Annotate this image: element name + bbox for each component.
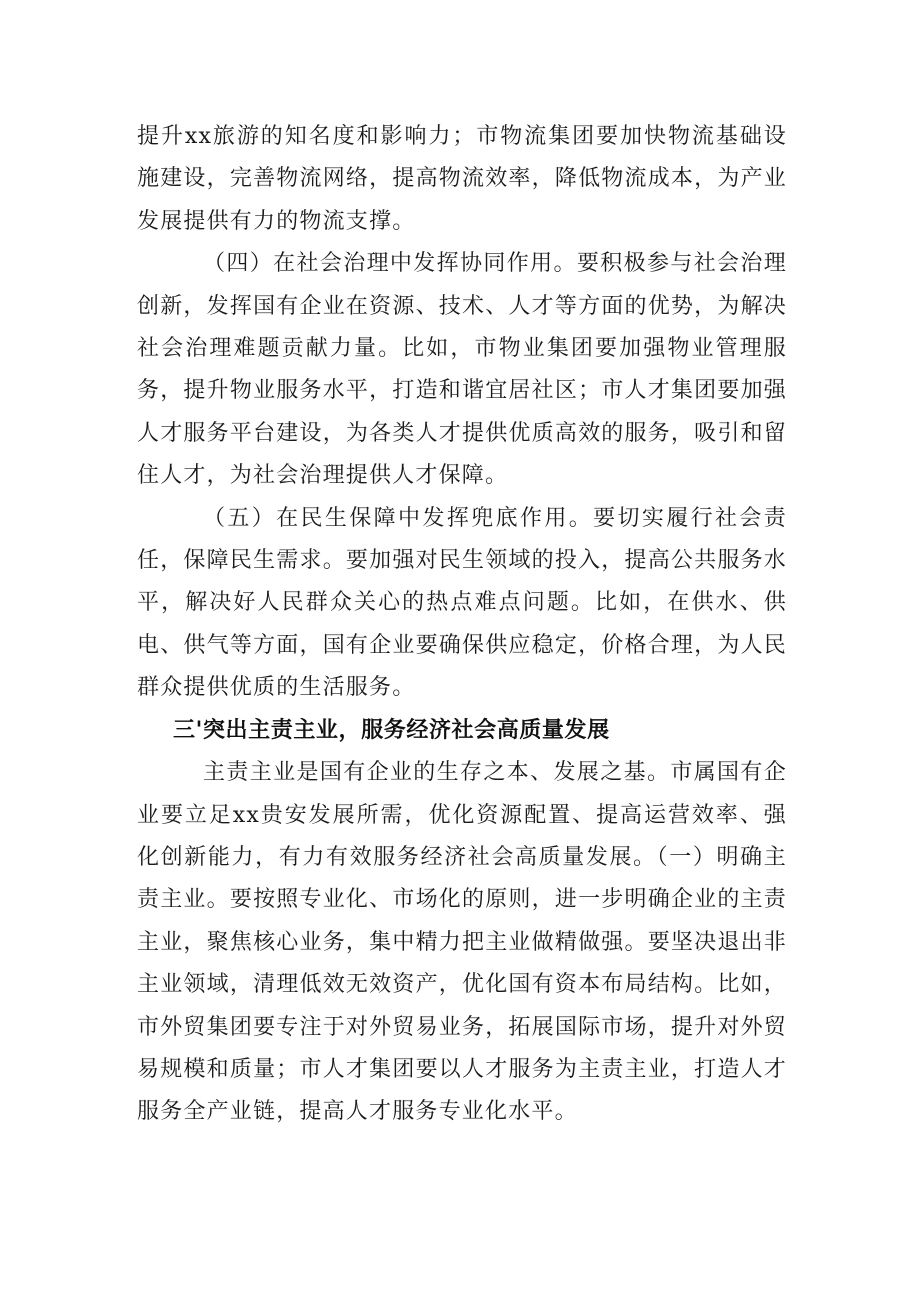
document-body [137, 116, 787, 1134]
paragraph-continuation: 提升xx旅游的知名度和影响力；市物流集团要加快物流基础设施建设，完善物流网络，提高物流效率，降低物流成本，为产业发展提供有力的物流支撑。 [137, 124, 787, 234]
paragraph-livelihood: （五）在民生保障中发挥兜底作用。要切实履行社会责任，保障民生需求。要加强对民生领域的投入，提高公共服务水平，解决好人民群众关心的热点难点问题。比如，在供水、供电、供气等方面，国有企业要确保供应稳定，价格合理，为人民群众提供优质的生活服务。 [137, 505, 787, 701]
paragraph-main-business: 主责主业是国有企业的生存之本、发展之基。市属国有企业要立足xx贵安发展所需，优化资源配置、提高运营效率、强化创新能力，有力有效服务经济社会高质量发展。（一）明确主责主业。要按照专业化、市场化的原则，进一步明确企业的主责主业，聚焦核心业务，集中精力把主业做精做强。要坚决退出非主业领域，清理低效无效资产，优化国有资本布局结构。比如，市外贸集团要专注于对外贸易业务，拓展国际市场，提升对外贸易规模和质量；市人才集团要以人才服务为主责主业，打造人才服务全产业链，提高人才服务专业化水平。 [137, 760, 787, 1125]
paragraph-social-governance: （四）在社会治理中发挥协同作用。要积极参与社会治理创新，发挥国有企业在资源、技术、人才等方面的优势，为解决社会治理难题贡献力量。比如，市物业集团要加强物业管理服务，提升物业服务水平，打造和谐宜居社区；市人才集团要加强人才服务平台建设，为各类人才提供优质高效的服务，吸引和留住人才，为社会治理提供人才保障。 [137, 251, 787, 489]
section-heading: 三'突出主责主业，服务经济社会高质量发展 [173, 717, 610, 743]
